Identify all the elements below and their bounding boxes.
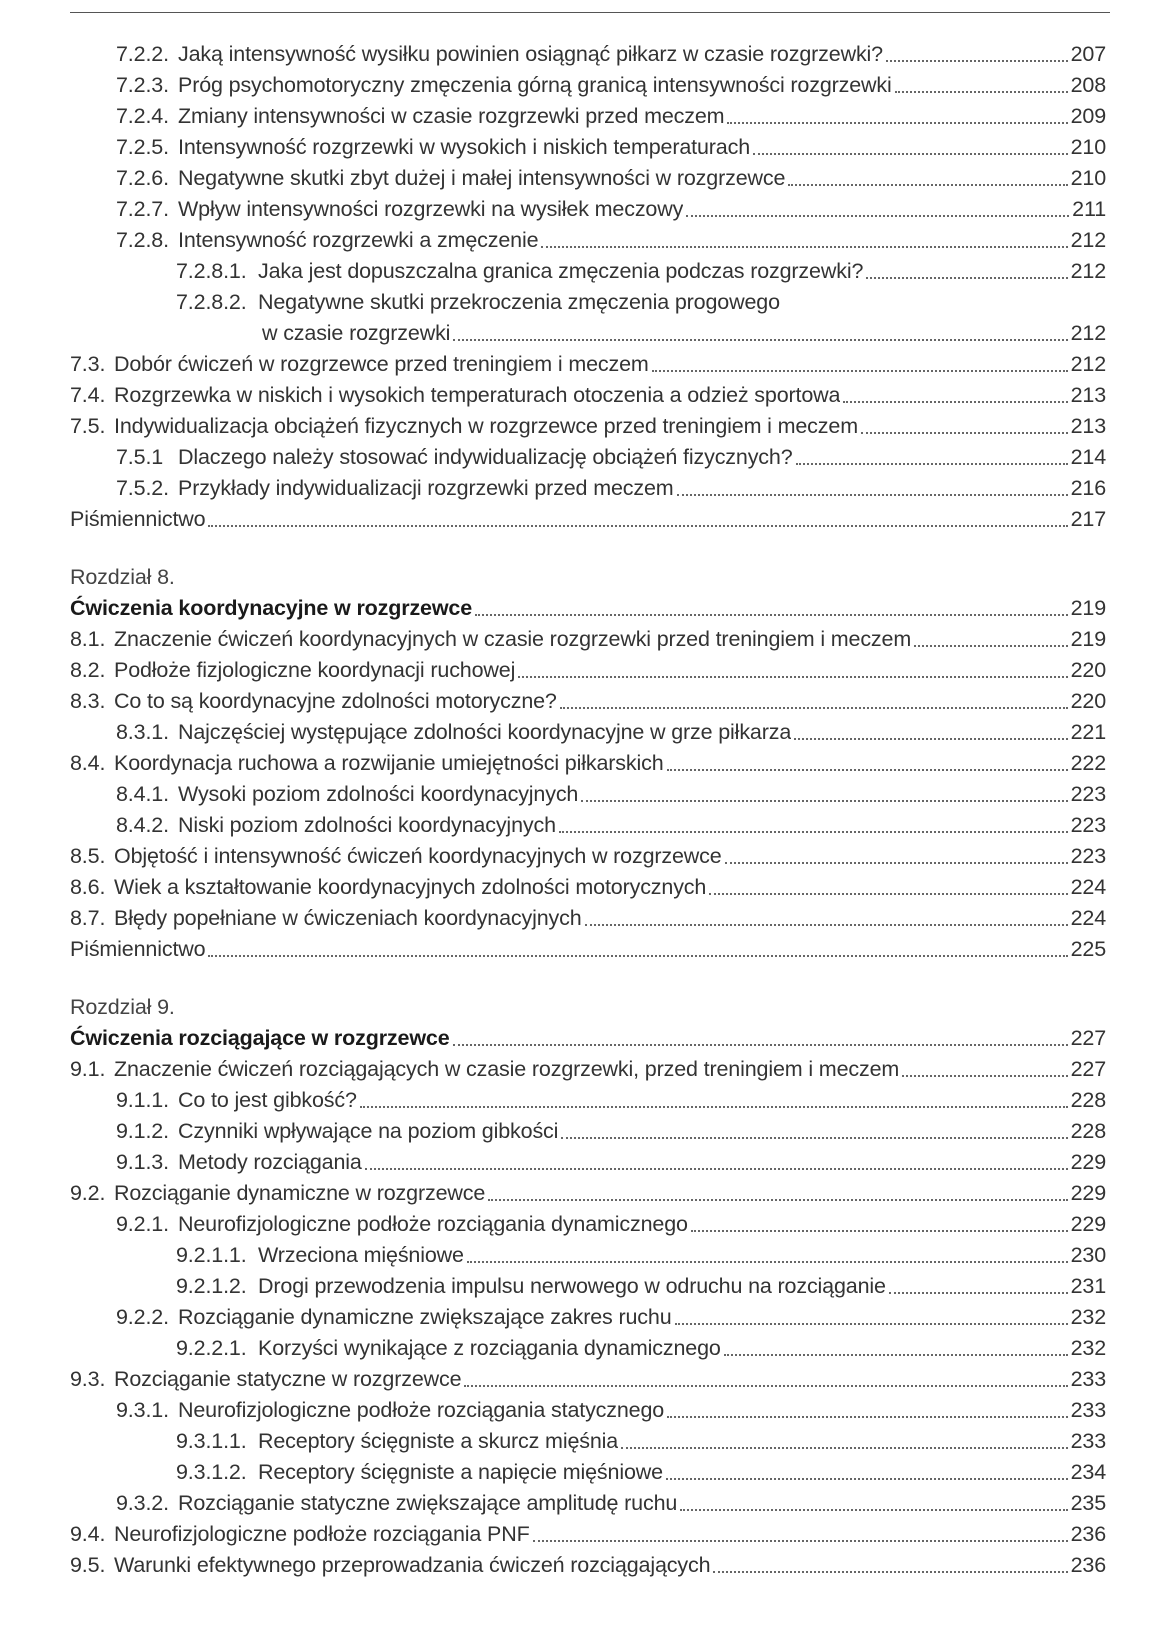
entry-title: Przykłady indywidualizacji rozgrzewki przed meczem: [178, 476, 674, 500]
page-number: 208: [1070, 73, 1106, 97]
entry-title: Receptory ścięgniste a napięcie mięśniowe: [258, 1460, 663, 1484]
entry-number: 9.1.3.: [116, 1150, 169, 1174]
dot-leader: [886, 60, 1068, 62]
toc-entry[interactable]: [0, 1113, 1158, 1144]
entry-title: Zmiany intensywności w czasie rozgrzewki przed meczem: [178, 104, 725, 128]
entry-number: 9.1.1.: [116, 1088, 169, 1112]
page-number: 233: [1070, 1367, 1106, 1391]
page-number: 217: [1070, 507, 1106, 531]
entry-title: Co to jest gibkość?: [178, 1088, 357, 1112]
toc-entry[interactable]: [0, 222, 1158, 253]
entry-number: 7.5.: [70, 414, 106, 438]
entry-title: Ćwiczenia koordynacyjne w rozgrzewce: [70, 596, 473, 620]
toc-entry[interactable]: [0, 1485, 1158, 1516]
page-number: 212: [1070, 352, 1106, 376]
entry-number: 7.5.1: [116, 445, 164, 469]
top-rule: [70, 12, 1110, 13]
entry-number: 8.4.2.: [116, 813, 169, 837]
toc-entry[interactable]: [0, 1299, 1158, 1330]
dot-leader: [467, 1261, 1068, 1263]
toc-entry[interactable]: [0, 67, 1158, 98]
entry-number: 9.3.1.2.: [176, 1460, 247, 1484]
entry-title: Błędy popełniane w ćwiczeniach koordynacyjnych: [114, 906, 582, 930]
toc-entry[interactable]: [0, 346, 1158, 377]
entry-title: Znaczenie ćwiczeń koordynacyjnych w czasie rozgrzewki przed treningiem i meczem: [114, 627, 912, 651]
toc-entry[interactable]: [0, 1454, 1158, 1485]
dot-leader: [561, 1137, 1067, 1139]
entry-title: Neurofizjologiczne podłoże rozciągania dynamicznego: [178, 1212, 688, 1236]
entry-number: 7.5.2.: [116, 476, 169, 500]
dot-leader: [843, 401, 1067, 403]
entry-title: Co to są koordynacyjne zdolności motoryczne?: [114, 689, 557, 713]
toc-entry[interactable]: [0, 98, 1158, 129]
dot-leader: [560, 707, 1068, 709]
toc-entry[interactable]: [0, 776, 1158, 807]
entry-number: 9.2.2.: [116, 1305, 169, 1329]
entry-number: 7.2.8.: [116, 228, 169, 252]
entry-number: 9.3.1.: [116, 1398, 169, 1422]
dot-leader: [866, 277, 1067, 279]
entry-number: 9.2.1.: [116, 1212, 169, 1236]
entry-title: Rozgrzewka w niskich i wysokich temperaturach otoczenia a odzież sportowa: [114, 383, 841, 407]
entry-title: Korzyści wynikające z rozciągania dynamicznego: [258, 1336, 721, 1360]
dot-leader: [533, 1540, 1068, 1542]
toc-entry[interactable]: [0, 683, 1158, 714]
entry-number: 7.2.7.: [116, 197, 169, 221]
toc-entry[interactable]: [0, 501, 1158, 532]
entry-title: Negatywne skutki zbyt dużej i małej intensywności w rozgrzewce: [178, 166, 786, 190]
toc-entry[interactable]: [0, 1144, 1158, 1175]
dot-leader: [691, 1230, 1068, 1232]
entry-number: 9.2.: [70, 1181, 106, 1205]
dot-leader: [725, 862, 1068, 864]
entry-title: Ćwiczenia rozciągające w rozgrzewce: [70, 1026, 450, 1050]
entry-number: 7.2.3.: [116, 73, 169, 97]
entry-number: 7.2.8.1.: [176, 259, 247, 283]
entry-number: 7.4.: [70, 383, 106, 407]
toc-entry[interactable]: [0, 745, 1158, 776]
entry-number: 7.3.: [70, 352, 106, 376]
page-number: 223: [1070, 782, 1106, 806]
toc-entry[interactable]: [0, 160, 1158, 191]
entry-number: 7.2.2.: [116, 42, 169, 66]
page-number: 236: [1070, 1522, 1106, 1546]
page-number: 212: [1070, 321, 1106, 345]
chapter-label: [0, 989, 1158, 1020]
page-number: 230: [1070, 1243, 1106, 1267]
dot-leader: [861, 432, 1068, 434]
entry-number: 9.4.: [70, 1522, 106, 1546]
entry-title: Wiek a kształtowanie koordynacyjnych zdolności motorycznych: [114, 875, 707, 899]
entry-title: Czynniki wpływające na poziom gibkości: [178, 1119, 559, 1143]
page-number: 210: [1070, 135, 1106, 159]
page-number: 216: [1070, 476, 1106, 500]
entry-number: 7.2.5.: [116, 135, 169, 159]
entry-title: Jaka jest dopuszczalna granica zmęczenia podczas rozgrzewki?: [258, 259, 864, 283]
entry-title: Piśmiennictwo: [70, 507, 206, 531]
entry-title: Drogi przewodzenia impulsu nerwowego w odruchu na rozciąganie: [258, 1274, 886, 1298]
page-number: 232: [1070, 1305, 1106, 1329]
entry-title: Intensywność rozgrzewki a zmęczenie: [178, 228, 539, 252]
page-number: 214: [1070, 445, 1106, 469]
page-number: 228: [1070, 1088, 1106, 1112]
toc-entry[interactable]: [0, 408, 1158, 439]
entry-number: 9.3.1.1.: [176, 1429, 247, 1453]
entry-title: Indywidualizacja obciążeń fizycznych w rozgrzewce przed treningiem i meczem: [114, 414, 858, 438]
dot-leader: [794, 738, 1067, 740]
entry-number: 9.5.: [70, 1553, 106, 1577]
entry-title: Rozdział 8.: [70, 565, 175, 589]
page-number: 229: [1070, 1212, 1106, 1236]
toc-entry[interactable]: [0, 36, 1158, 67]
entry-title: Neurofizjologiczne podłoże rozciągania PNF: [114, 1522, 530, 1546]
entry-title: Najczęściej występujące zdolności koordynacyjne w grze piłkarza: [178, 720, 792, 744]
dot-leader: [559, 831, 1068, 833]
page-number: 229: [1070, 1181, 1106, 1205]
entry-title: Rozdział 9.: [70, 995, 175, 1019]
dot-leader: [680, 1509, 1067, 1511]
entry-title: Rozciąganie dynamiczne w rozgrzewce: [114, 1181, 486, 1205]
dot-leader: [914, 645, 1067, 647]
dot-leader: [713, 1571, 1067, 1573]
entry-number: 8.3.1.: [116, 720, 169, 744]
dot-leader: [518, 676, 1067, 678]
dot-leader: [667, 1416, 1067, 1418]
entry-number: 7.2.8.2.: [176, 290, 247, 314]
toc-entry[interactable]: [0, 1082, 1158, 1113]
entry-number: 7.2.4.: [116, 104, 169, 128]
table-of-contents: [0, 36, 1158, 1578]
entry-title: Piśmiennictwo: [70, 937, 206, 961]
dot-leader: [788, 184, 1067, 186]
page-number: 233: [1070, 1398, 1106, 1422]
page-number: 210: [1070, 166, 1106, 190]
page-number: 236: [1070, 1553, 1106, 1577]
entry-number: 7.2.6.: [116, 166, 169, 190]
page-number: 221: [1070, 720, 1106, 744]
dot-leader: [753, 153, 1068, 155]
toc-entry[interactable]: [0, 253, 1158, 284]
entry-title: Wrzeciona mięśniowe: [258, 1243, 464, 1267]
toc-entry[interactable]: [0, 470, 1158, 501]
entry-title: Próg psychomotoryczny zmęczenia górną granicą intensywności rozgrzewki: [178, 73, 892, 97]
entry-title: Podłoże fizjologiczne koordynacji ruchowej: [114, 658, 516, 682]
page-number: 223: [1070, 844, 1106, 868]
dot-leader: [585, 924, 1068, 926]
page-number: 212: [1070, 228, 1106, 252]
toc-entry[interactable]: [0, 1237, 1158, 1268]
page-number: 209: [1070, 104, 1106, 128]
entry-number: 9.2.1.2.: [176, 1274, 247, 1298]
section-spacer: [0, 532, 1158, 559]
toc-entry[interactable]: [0, 315, 1158, 346]
entry-title: Wysoki poziom zdolności koordynacyjnych: [178, 782, 579, 806]
section-spacer: [0, 962, 1158, 989]
entry-number: 9.3.2.: [116, 1491, 169, 1515]
entry-title: Negatywne skutki przekroczenia zmęczenia progowego: [258, 290, 780, 314]
page-number: 232: [1070, 1336, 1106, 1360]
dot-leader: [677, 494, 1068, 496]
page-number: 223: [1070, 813, 1106, 837]
page-number: 224: [1070, 875, 1106, 899]
entry-number: 8.2.: [70, 658, 106, 682]
toc-entry[interactable]: [0, 1392, 1158, 1423]
entry-title: Dobór ćwiczeń w rozgrzewce przed treningiem i meczem: [114, 352, 649, 376]
page-number: 231: [1070, 1274, 1106, 1298]
toc-entry[interactable]: [0, 714, 1158, 745]
toc-entry[interactable]: [0, 377, 1158, 408]
toc-entry[interactable]: [0, 652, 1158, 683]
toc-entry[interactable]: [0, 807, 1158, 838]
toc-entry[interactable]: [0, 1051, 1158, 1082]
entry-title: Wpływ intensywności rozgrzewki na wysiłek meczowy: [178, 197, 684, 221]
dot-leader: [453, 1044, 1068, 1046]
toc-entry[interactable]: [0, 900, 1158, 931]
toc-entry[interactable]: [0, 1361, 1158, 1392]
dot-leader: [709, 893, 1067, 895]
page-number: 234: [1070, 1460, 1106, 1484]
page-number: 213: [1070, 414, 1106, 438]
entry-number: 9.1.: [70, 1057, 106, 1081]
page-number: 220: [1070, 689, 1106, 713]
dot-leader: [360, 1106, 1068, 1108]
toc-entry[interactable]: [0, 129, 1158, 160]
dot-leader: [889, 1292, 1068, 1294]
page-number: 211: [1072, 197, 1106, 221]
entry-title: Koordynacja ruchowa a rozwijanie umiejętności piłkarskich: [114, 751, 664, 775]
dot-leader: [475, 614, 1068, 616]
chapter-title-entry[interactable]: [0, 1020, 1158, 1051]
dot-leader: [208, 955, 1067, 957]
chapter-title-entry[interactable]: [0, 590, 1158, 621]
page-number: 233: [1070, 1429, 1106, 1453]
dot-leader: [652, 370, 1068, 372]
dot-leader: [727, 122, 1067, 124]
dot-leader: [675, 1323, 1068, 1325]
dot-leader: [541, 246, 1067, 248]
page-number: 222: [1070, 751, 1106, 775]
entry-title: Intensywność rozgrzewki w wysokich i niskich temperaturach: [178, 135, 751, 159]
page-number: 227: [1070, 1057, 1106, 1081]
entry-title: Jaką intensywność wysiłku powinien osiągnąć piłkarz w czasie rozgrzewki?: [178, 42, 883, 66]
dot-leader: [208, 525, 1067, 527]
toc-entry[interactable]: [0, 1423, 1158, 1454]
toc-entry[interactable]: [0, 931, 1158, 962]
page-number: 219: [1070, 596, 1106, 620]
toc-entry[interactable]: [0, 869, 1158, 900]
chapter-label: [0, 559, 1158, 590]
page-number: 220: [1070, 658, 1106, 682]
entry-title: Metody rozciągania: [178, 1150, 362, 1174]
entry-number: 8.7.: [70, 906, 106, 930]
dot-leader: [365, 1168, 1068, 1170]
entry-number: 9.2.2.1.: [176, 1336, 247, 1360]
entry-title: Rozciąganie statyczne w rozgrzewce: [114, 1367, 462, 1391]
page-number: 224: [1070, 906, 1106, 930]
toc-entry[interactable]: [0, 838, 1158, 869]
dot-leader: [464, 1385, 1067, 1387]
entry-title: Neurofizjologiczne podłoże rozciągania statycznego: [178, 1398, 665, 1422]
dot-leader: [621, 1447, 1067, 1449]
dot-leader: [902, 1075, 1067, 1077]
entry-title: Rozciąganie dynamiczne zwiększające zakres ruchu: [178, 1305, 672, 1329]
dot-leader: [667, 769, 1068, 771]
entry-number: 8.3.: [70, 689, 106, 713]
toc-entry[interactable]: [0, 1206, 1158, 1237]
toc-entry[interactable]: [0, 191, 1158, 222]
entry-number: 8.4.: [70, 751, 106, 775]
page-number: 229: [1070, 1150, 1106, 1174]
entry-title: Dlaczego należy stosować indywidualizację obciążeń fizycznych?: [178, 445, 793, 469]
toc-entry[interactable]: [0, 621, 1158, 652]
entry-number: 8.6.: [70, 875, 106, 899]
page-number: 235: [1070, 1491, 1106, 1515]
entry-title: Receptory ścięgniste a skurcz mięśnia: [258, 1429, 619, 1453]
toc-entry[interactable]: [0, 1175, 1158, 1206]
page-number: 228: [1070, 1119, 1106, 1143]
toc-entry[interactable]: [0, 1516, 1158, 1547]
page-number: 207: [1070, 42, 1106, 66]
page-number: 213: [1070, 383, 1106, 407]
dot-leader: [796, 463, 1068, 465]
dot-leader: [453, 339, 1067, 341]
toc-entry[interactable]: [0, 1547, 1158, 1578]
entry-title: Znaczenie ćwiczeń rozciągających w czasie rozgrzewki, przed treningiem i meczem: [114, 1057, 900, 1081]
dot-leader: [895, 91, 1068, 93]
dot-leader: [581, 800, 1067, 802]
dot-leader: [724, 1354, 1068, 1356]
page-number: 219: [1070, 627, 1106, 651]
entry-title: Objętość i intensywność ćwiczeń koordynacyjnych w rozgrzewce: [114, 844, 722, 868]
toc-entry[interactable]: [0, 1330, 1158, 1361]
page-number: 212: [1070, 259, 1106, 283]
entry-number: 9.3.: [70, 1367, 106, 1391]
entry-number: 8.1.: [70, 627, 106, 651]
dot-leader: [666, 1478, 1068, 1480]
entry-number: 8.4.1.: [116, 782, 169, 806]
toc-entry[interactable]: [0, 1268, 1158, 1299]
toc-entry: [0, 284, 1158, 315]
page-number: 225: [1070, 937, 1106, 961]
entry-title: Rozciąganie statyczne zwiększające amplitudę ruchu: [178, 1491, 678, 1515]
dot-leader: [488, 1199, 1067, 1201]
dot-leader: [686, 215, 1069, 217]
entry-title: Warunki efektywnego przeprowadzania ćwiczeń rozciągających: [114, 1553, 711, 1577]
entry-number: 8.5.: [70, 844, 106, 868]
entry-number: 9.2.1.1.: [176, 1243, 247, 1267]
toc-entry[interactable]: [0, 439, 1158, 470]
entry-title: Niski poziom zdolności koordynacyjnych: [178, 813, 556, 837]
entry-number: 9.1.2.: [116, 1119, 169, 1143]
entry-title: w czasie rozgrzewki: [262, 321, 451, 345]
page-number: 227: [1070, 1026, 1106, 1050]
